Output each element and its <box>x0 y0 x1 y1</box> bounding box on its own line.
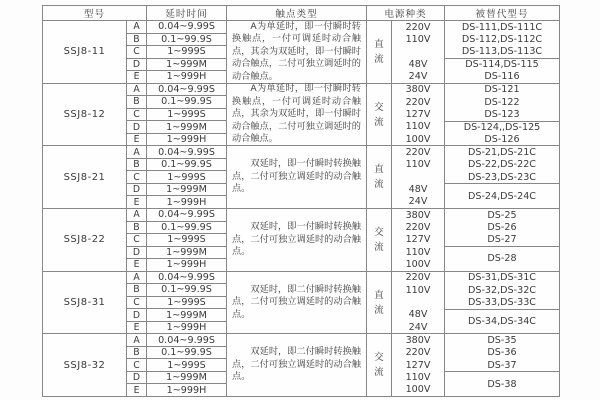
contact-type-cell <box>227 146 367 208</box>
delay-row <box>127 146 227 159</box>
variant-letter-cell: D <box>127 59 147 71</box>
power-kind-text: 直流 <box>374 289 384 316</box>
variant-letter-cell: A <box>127 272 147 284</box>
replaced-model: DS-126 <box>484 133 520 145</box>
replaced-model: DS-32,DS-32C <box>467 284 537 296</box>
power-kind-text: 交流 <box>374 352 384 379</box>
delay-value-cell: 1~999M <box>147 309 227 321</box>
voltage-value: 24V <box>408 321 428 333</box>
voltage-column <box>392 21 445 83</box>
replaced-model: DS-38 <box>487 378 517 390</box>
variant-letter-cell: A <box>127 84 147 96</box>
replaced-bottom-cell <box>445 184 559 208</box>
variant-letter-cell: B <box>127 284 147 296</box>
variant-letter-cell: E <box>127 384 147 396</box>
spec-table <box>42 5 560 397</box>
delay-value-cell: 0.04~9.99S <box>147 334 227 346</box>
voltage-value: 110V <box>405 33 431 45</box>
voltage-value: 100V <box>405 384 431 396</box>
replaced-models-column <box>445 334 559 396</box>
variant-letter-cell: D <box>127 309 147 321</box>
variant-letter-cell: B <box>127 222 147 234</box>
delay-row <box>127 272 227 285</box>
voltage-value: 110V <box>405 372 431 383</box>
delay-row <box>127 159 227 172</box>
delay-subtable <box>127 209 227 271</box>
delay-value-cell: 1~999M <box>147 59 227 71</box>
variant-letter-cell: C <box>127 359 147 371</box>
delay-row <box>127 234 227 247</box>
contact-type-text: 双延时，即一付瞬时转换触点，二付可独立调延时的动合触点。 <box>232 221 361 258</box>
delay-row <box>127 309 227 322</box>
replaced-models-column <box>445 209 559 271</box>
delay-row <box>127 109 227 122</box>
delay-row <box>127 334 227 347</box>
header-delay-time: 延时时间 <box>147 6 227 20</box>
variant-letter-cell: E <box>127 134 147 146</box>
model-cell: SSJ8-12 <box>43 84 127 146</box>
replaced-bottom-cell <box>445 122 559 146</box>
voltage-value: 220V <box>405 347 431 359</box>
variant-letter-cell: B <box>127 96 147 108</box>
power-kind-text: 直流 <box>374 164 384 191</box>
voltage-value: 48V <box>408 183 428 195</box>
replaced-model: DS-121 <box>484 84 520 96</box>
voltage-value: 127V <box>405 359 431 371</box>
delay-row <box>127 284 227 297</box>
delay-value-cell: 0.04~9.99S <box>147 21 227 33</box>
replaced-model: DS-24,DS-24C <box>467 190 537 202</box>
replaced-model: DS-122 <box>484 96 520 108</box>
delay-row <box>127 384 227 396</box>
variant-letter-cell: E <box>127 259 147 271</box>
replaced-model: DS-37 <box>487 359 517 371</box>
replaced-model: DS-23,DS-23C <box>467 171 537 183</box>
variant-letter-cell: D <box>127 121 147 133</box>
voltage-value: 48V <box>408 309 428 321</box>
replaced-model: DS-35 <box>487 335 517 347</box>
delay-value-cell: 1~999H <box>147 384 227 396</box>
replaced-model: DS-36 <box>487 347 517 359</box>
voltage-value: 220V <box>405 222 431 233</box>
delay-value-cell: 1~999S <box>147 171 227 183</box>
model-cell: SSJ8-11 <box>43 21 127 83</box>
delay-value-cell: 1~999S <box>147 109 227 121</box>
delay-row <box>127 171 227 184</box>
delay-value-cell: 1~999M <box>147 247 227 259</box>
replaced-model: DS-33,DS-33C <box>467 297 537 308</box>
delay-row <box>127 134 227 146</box>
delay-row <box>127 372 227 385</box>
delay-row <box>127 184 227 197</box>
variant-letter-cell: C <box>127 234 147 246</box>
voltage-column <box>392 146 445 208</box>
variant-letter-cell: B <box>127 159 147 171</box>
delay-value-cell: 1~999S <box>147 297 227 309</box>
variant-letter-cell: C <box>127 297 147 309</box>
delay-value-cell: 0.1~99.9S <box>147 347 227 359</box>
model-cell: SSJ8-31 <box>43 272 127 334</box>
model-block-ssj8-31 <box>43 271 559 334</box>
delay-value-cell: 0.04~9.99S <box>147 272 227 284</box>
variant-letter-cell: B <box>127 347 147 359</box>
variant-letter-cell: D <box>127 247 147 259</box>
model-block-ssj8-22 <box>43 208 559 271</box>
voltage-value: 110V <box>405 246 431 258</box>
power-kind-text: 直流 <box>374 38 384 65</box>
replaced-model: DS-124,,DS-125 <box>463 122 541 134</box>
table-header-row <box>43 6 559 20</box>
delay-row <box>127 59 227 72</box>
voltage-value: 380V <box>405 209 431 221</box>
delay-row <box>127 46 227 59</box>
voltage-value: 24V <box>408 70 428 82</box>
voltage-value <box>392 296 444 308</box>
replaced-bottom-cell <box>445 247 559 271</box>
replaced-top-cell <box>445 146 559 184</box>
header-model: 型号 <box>43 6 147 20</box>
power-kind-cell <box>367 272 392 334</box>
variant-letter-cell: A <box>127 21 147 33</box>
replaced-models-column <box>445 272 559 334</box>
replaced-bottom-cell <box>445 372 559 396</box>
contact-type-text: 双延时，即一付瞬时转换触点，二付可独立调延时的动合触点。 <box>232 158 361 195</box>
variant-letter-cell: A <box>127 334 147 346</box>
power-kind-cell <box>367 334 392 396</box>
delay-value-cell: 1~999H <box>147 134 227 146</box>
model-cell: SSJ8-32 <box>43 334 127 396</box>
replaced-model: DS-116 <box>484 71 520 83</box>
delay-row <box>127 21 227 34</box>
contact-type-cell <box>227 209 367 271</box>
replaced-model: DS-28 <box>487 253 517 265</box>
voltage-value: 220V <box>405 21 431 33</box>
contact-type-text: A为单延时，即一付瞬时转换触点，一付可调延时动合触点，其余为双延时，即一付瞬时动合触点，二付可独立调延时的动合触点。 <box>232 20 361 82</box>
replaced-model: DS-21,DS-21C <box>467 147 537 158</box>
delay-row <box>127 359 227 372</box>
replaced-model: DS-113,DS-113C <box>461 46 543 58</box>
voltage-value: 110V <box>405 159 431 171</box>
power-kind-text: 交流 <box>374 226 384 253</box>
delay-value-cell: 0.04~9.99S <box>147 146 227 158</box>
replaced-top-cell <box>445 84 559 122</box>
variant-letter-cell: E <box>127 196 147 208</box>
replaced-top-cell <box>445 209 559 247</box>
delay-value-cell: 0.04~9.99S <box>147 84 227 96</box>
voltage-column <box>392 84 445 146</box>
power-kind-cell <box>367 84 392 146</box>
model-block-ssj8-12 <box>43 83 559 146</box>
delay-row <box>127 84 227 97</box>
delay-value-cell: 1~999H <box>147 322 227 334</box>
replaced-model: DS-112,DS-112C <box>461 33 543 45</box>
replaced-models-column <box>445 84 559 146</box>
contact-type-text: 双延时，即二付瞬时转换触点，二付可独立调延时的动合触点。 <box>232 346 361 383</box>
variant-letter-cell: E <box>127 322 147 334</box>
delay-value-cell: 1~999S <box>147 46 227 58</box>
replaced-top-cell <box>445 21 559 59</box>
delay-value-cell: 1~999M <box>147 372 227 384</box>
variant-letter-cell: C <box>127 171 147 183</box>
power-kind-cell <box>367 21 392 83</box>
variant-letter-cell: E <box>127 71 147 83</box>
power-kind-cell <box>367 146 392 208</box>
delay-row <box>127 347 227 360</box>
header-contact-type: 触点类型 <box>227 6 367 20</box>
delay-value-cell: 0.1~99.9S <box>147 96 227 108</box>
delay-row <box>127 209 227 222</box>
header-power-kind: 电源种类 <box>367 6 445 20</box>
voltage-value: 110V <box>405 121 431 133</box>
variant-letter-cell: A <box>127 209 147 221</box>
voltage-value: 48V <box>408 58 428 70</box>
contact-type-text: A为单延时，即一付瞬时转换触点，一付可调延时动合触点，其余为双延时，即一付瞬时动合触点，二付可独立调延时的动合触点。 <box>232 83 361 145</box>
replaced-bottom-cell <box>445 59 559 83</box>
voltage-column <box>392 272 445 334</box>
voltage-value: 127V <box>405 108 431 120</box>
voltage-value: 127V <box>405 234 431 246</box>
delay-value-cell: 1~999S <box>147 234 227 246</box>
delay-value-cell: 0.1~99.9S <box>147 222 227 234</box>
header-replaced-model: 被替代型号 <box>475 9 529 20</box>
delay-value-cell: 1~999M <box>147 121 227 133</box>
contact-type-cell <box>227 21 367 83</box>
replaced-top-cell <box>445 272 559 310</box>
replaced-model: DS-123 <box>484 108 520 120</box>
delay-value-cell: 0.1~99.9S <box>147 34 227 46</box>
delay-row <box>127 96 227 109</box>
contact-type-cell <box>227 272 367 334</box>
replaced-top-cell <box>445 334 559 372</box>
voltage-value: 220V <box>405 272 431 284</box>
replaced-models-column <box>445 21 559 83</box>
delay-value-cell: 1~999H <box>147 71 227 83</box>
variant-letter-cell: C <box>127 109 147 121</box>
voltage-column <box>392 209 445 271</box>
variant-letter-cell: B <box>127 34 147 46</box>
replaced-model: DS-31,DS-31C <box>467 272 537 284</box>
delay-row <box>127 247 227 260</box>
model-cell: SSJ8-21 <box>43 146 127 208</box>
delay-row <box>127 322 227 334</box>
delay-value-cell: 1~999M <box>147 184 227 196</box>
power-kind-cell <box>367 209 392 271</box>
voltage-value: 100V <box>405 133 431 145</box>
voltage-value: 380V <box>405 84 431 96</box>
replaced-model: DS-22,DS-22C <box>467 159 537 171</box>
replaced-model: DS-34,DS-34C <box>467 316 537 328</box>
delay-value-cell: 1~999H <box>147 259 227 271</box>
voltage-value: 24V <box>408 196 428 208</box>
delay-row <box>127 34 227 47</box>
variant-letter-cell: C <box>127 46 147 58</box>
voltage-value: 110V <box>405 284 431 296</box>
power-kind-text: 交流 <box>374 101 384 128</box>
voltage-value: 100V <box>405 258 431 270</box>
delay-value-cell: 0.04~9.99S <box>147 209 227 221</box>
voltage-value: 220V <box>405 147 431 158</box>
model-cell: SSJ8-22 <box>43 209 127 271</box>
delay-value-cell: 0.1~99.9S <box>147 159 227 171</box>
variant-letter-cell: D <box>127 184 147 196</box>
voltage-value: 220V <box>405 96 431 108</box>
replaced-bottom-cell <box>445 310 559 334</box>
voltage-column <box>392 334 445 396</box>
model-block-ssj8-32 <box>43 333 559 396</box>
replaced-model: DS-111,DS-111C <box>461 21 543 33</box>
delay-row <box>127 196 227 208</box>
delay-row <box>127 259 227 271</box>
voltage-value <box>392 46 444 58</box>
variant-letter-cell: A <box>127 146 147 158</box>
delay-row <box>127 222 227 235</box>
variant-letter-cell: D <box>127 372 147 384</box>
replaced-model: DS-114,DS-115 <box>465 59 539 71</box>
contact-type-cell <box>227 84 367 146</box>
voltage-value <box>392 171 444 183</box>
delay-value-cell: 1~999H <box>147 196 227 208</box>
delay-subtable <box>127 84 227 146</box>
contact-type-text: 双延时，即二付瞬时转换触点，二付可独立调延时的动合触点。 <box>232 283 361 320</box>
delay-row <box>127 297 227 310</box>
delay-subtable <box>127 21 227 83</box>
delay-row <box>127 71 227 83</box>
delay-row <box>127 121 227 134</box>
model-block-ssj8-21 <box>43 145 559 208</box>
replaced-model: DS-27 <box>487 234 517 246</box>
delay-value-cell: 1~999S <box>147 359 227 371</box>
replaced-model: DS-25 <box>487 209 517 221</box>
delay-value-cell: 0.1~99.9S <box>147 284 227 296</box>
replaced-model: DS-26 <box>487 222 517 233</box>
voltage-value: 380V <box>405 335 431 347</box>
delay-subtable <box>127 334 227 396</box>
delay-subtable <box>127 146 227 208</box>
replaced-models-column <box>445 146 559 208</box>
contact-type-cell <box>227 334 367 396</box>
delay-subtable <box>127 272 227 334</box>
model-block-ssj8-11 <box>43 20 559 83</box>
